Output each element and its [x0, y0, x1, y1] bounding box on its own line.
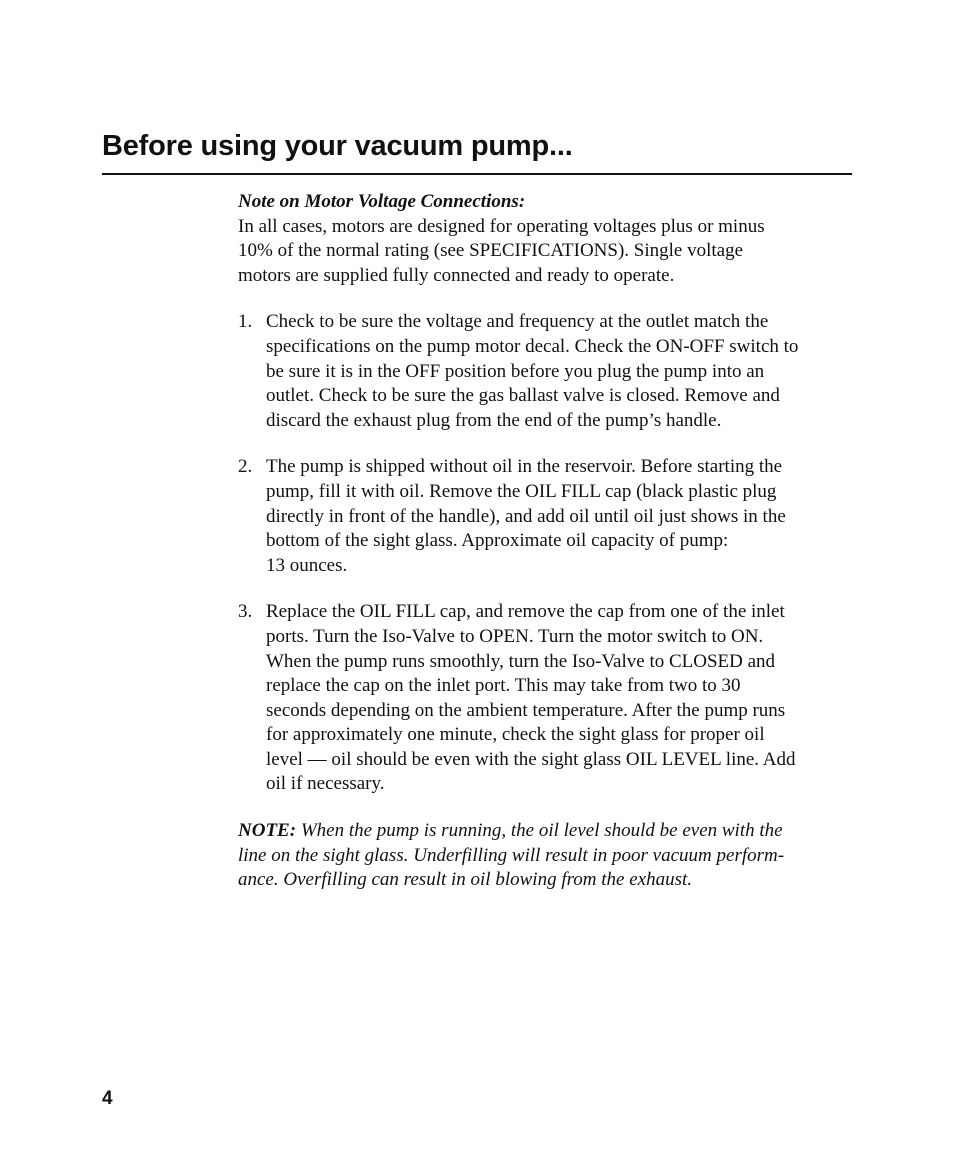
step-line: be sure it is in the OFF position before you plug the pump into an — [266, 360, 765, 382]
step-line: seconds depending on the ambient temperature. After the pump runs — [266, 699, 786, 721]
step-item — [238, 455, 858, 578]
page-number: 4 — [102, 1088, 113, 1109]
step-item — [238, 310, 858, 433]
instruction-steps — [238, 310, 858, 797]
step-line: level — oil should be even with the sight glass OIL LEVEL line. Add — [266, 748, 796, 770]
voltage-note-heading: Note on Motor Voltage Connections: — [238, 191, 526, 212]
step-line: discard the exhaust plug from the end of the pump’s handle. — [266, 409, 722, 431]
step-line: ports. Turn the Iso-Valve to OPEN. Turn the motor switch to ON. — [266, 625, 764, 647]
final-note-line: line on the sight glass. Underfilling will result in poor vacuum perform- — [238, 844, 785, 866]
voltage-note-line: In all cases, motors are designed for operating voltages plus or minus — [238, 215, 765, 237]
final-note-line: ance. Overfilling can result in oil blowing from the exhaust. — [238, 869, 693, 891]
final-note-label: NOTE: — [238, 820, 297, 842]
page-content — [238, 190, 858, 893]
step-line: specifications on the pump motor decal. Check the ON-OFF switch to — [266, 335, 799, 357]
step-line: outlet. Check to be sure the gas ballast valve is closed. Remove and — [266, 385, 780, 407]
step-item — [238, 600, 858, 797]
voltage-note-line: 10% of the normal rating (see SPECIFICATIONS). Single voltage — [238, 240, 744, 262]
step-line: pump, fill it with oil. Remove the OIL FILL cap (black plastic plug — [266, 480, 777, 502]
step-line: The pump is shipped without oil in the reservoir. Before starting the — [266, 456, 783, 478]
step-number: 3. — [238, 601, 253, 623]
voltage-note-line: motors are supplied fully connected and ready to operate. — [238, 264, 675, 286]
voltage-note — [238, 190, 858, 288]
step-line: directly in front of the handle), and add oil until oil just shows in the — [266, 505, 786, 527]
step-number: 2. — [238, 456, 253, 478]
step-line: Replace the OIL FILL cap, and remove the cap from one of the inlet — [266, 601, 785, 623]
final-note — [238, 819, 858, 893]
step-line: bottom of the sight glass. Approximate oil capacity of pump: — [266, 530, 729, 552]
step-number: 1. — [238, 311, 253, 333]
step-line: replace the cap on the inlet port. This may take from two to 30 — [266, 675, 741, 697]
step-line: When the pump runs smoothly, turn the Iso-Valve to CLOSED and — [266, 650, 776, 672]
step-line: oil if necessary. — [266, 773, 385, 795]
title-divider — [102, 173, 852, 175]
step-line: Check to be sure the voltage and frequency at the outlet match the — [266, 311, 769, 333]
page-title: Before using your vacuum pump... — [102, 130, 573, 162]
final-note-line: When the pump is running, the oil level should be even with the — [296, 820, 783, 842]
step-line: 13 ounces. — [266, 554, 348, 576]
step-line: for approximately one minute, check the sight glass for proper oil — [266, 724, 765, 746]
